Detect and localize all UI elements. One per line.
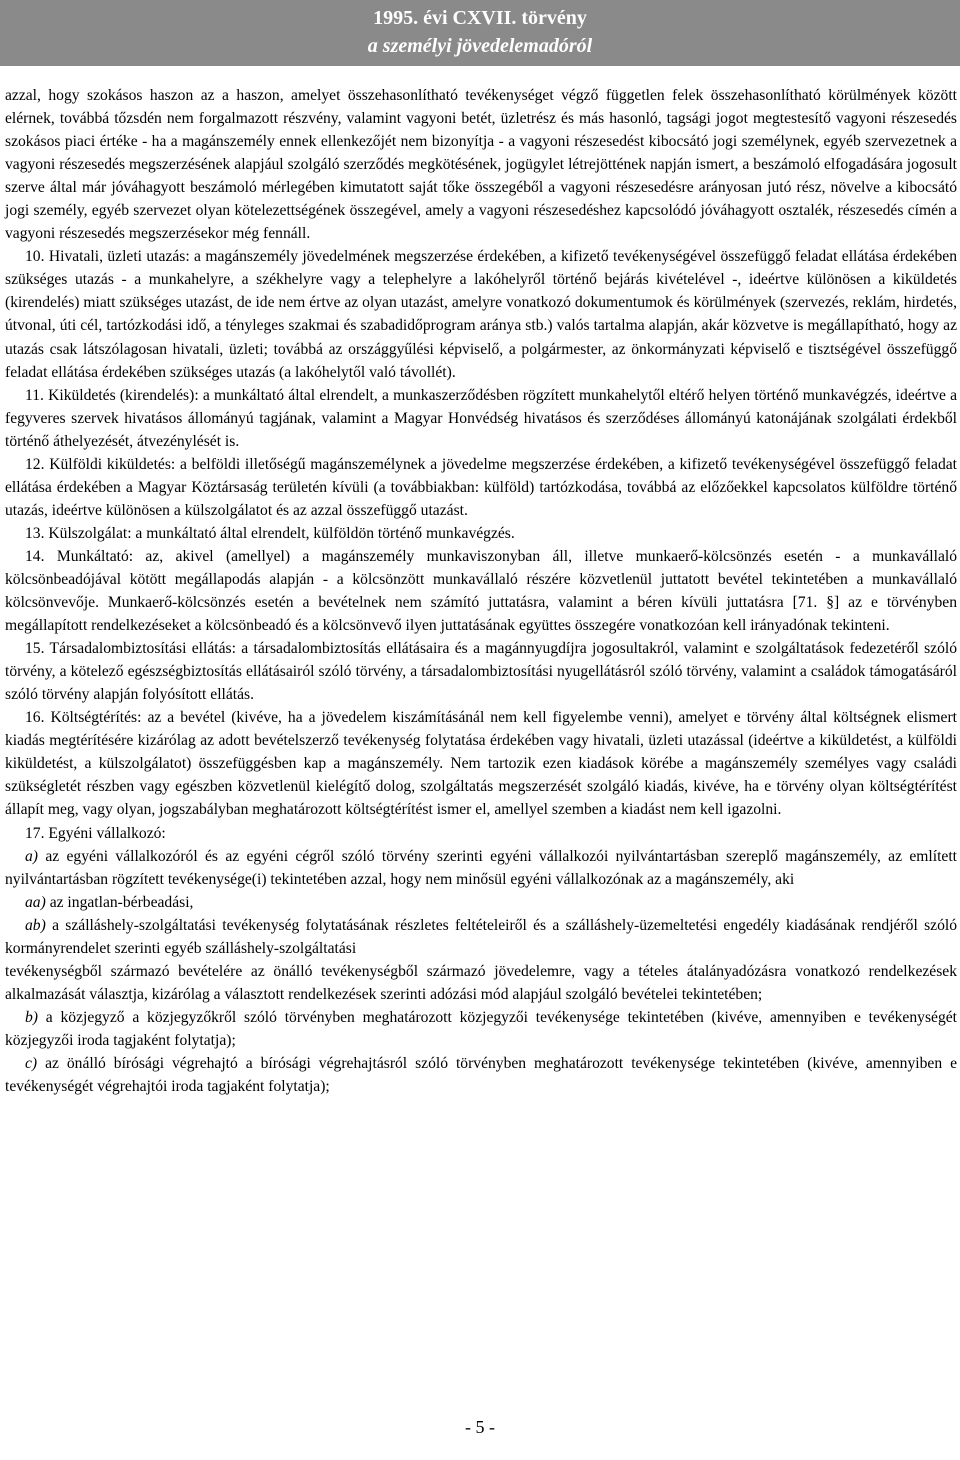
- item-label: b): [25, 1008, 38, 1026]
- paragraph-15: 15. Társadalombiztosítási ellátás: a társadalombiztosítás ellátásaira és a magánnyugdíjra jogosultakról, valamint e szolgáltatások fedezetéről szóló törvény, a kötelező egészségbiztosítás ellátásairól szóló törvény, a társadalombiztosítási nyugellátásról szóló törvény, valamint a családok támogatásáról szóló törvény alapján folyósított ellátás.: [5, 640, 957, 704]
- item-label: a): [25, 847, 38, 865]
- law-title: 1995. évi CXVII. törvény: [373, 7, 587, 29]
- law-subtitle: a személyi jövedelemadóról: [367, 35, 593, 57]
- paragraph-continuation: azzal, hogy szokásos haszon az a haszon, amelyet összehasonlítható tevékenységet végző független felek összehasonlítható körülmények között elérnek, továbbá tőzsdén nem forgalmazott részvény, valamint vagyoni betét, üzletrész és más hasonló, tagsági jogot megtestesítő vagyoni részesedés szokásos piaci értéke - ha a magánszemély ennek ellenkezőjét nem bizonyítja - a vagyoni részesedést kibocsátó jogi személynek, egyéb szervezetnek a vagyoni részesedés megszerzésének alapjául szolgáló szerződés megkötésének, jogügylet létrejöttének napján ismert, a beszámoló elfogadására jogosult szerve által már jóváhagyott beszámoló mérlegében kimutatott saját tőke összegéből a vagyoni részesedésre arányosan jutó rész, növelve a kibocsátó jogi személy, egyéb szervezet olyan kötelezettségének összegével, amely a vagyoni részesedéshez kapcsolódó jóváhagyott osztalék, részesedés címén a vagyoni részesedés megszerzésekor még fennáll.: [5, 87, 957, 243]
- document-body: [5, 84, 957, 1098]
- document-header: [0, 0, 960, 66]
- paragraph-17-b: b) a közjegyző a közjegyzőkről szóló törvényben meghatározott közjegyzői tevékenysége tekintetében (kivéve, amennyiben e tevékenységét közjegyzői iroda tagjaként folytatja);: [5, 1008, 957, 1049]
- paragraph-13: 13. Külszolgálat: a munkáltató által elrendelt, külföldön történő munkavégzés.: [25, 524, 515, 542]
- page-number: - 5 -: [465, 1417, 495, 1437]
- item-label: aa): [25, 893, 46, 911]
- paragraph-17-c: c) az önálló bírósági végrehajtó a bírósági végrehajtásról szóló törvényben meghatározott tevékenysége tekintetében (kivéve, amennyiben e tevékenységét végrehajtói iroda tagjaként folytatja);: [5, 1054, 957, 1096]
- paragraph-17-ab: ab) a szálláshely-szolgáltatási tevékenység folytatásának részletes feltételeiről és a szálláshely-üzemeltetési engedély kiadásának rendjéről szóló kormányrendelet szerinti egyéb szálláshely-szolgáltatási: [5, 916, 957, 957]
- paragraph-10: 10. Hivatali, üzleti utazás: a magánszemély jövedelmének megszerzése érdekében, a kifizető tevékenységével összefüggő feladat ellátása érdekében szükséges utazás - a munkahelyre, a székhelyre vagy a telephelyre a lakóhelyről történő bejárás kivételével -, ideértve különösen a kiküldetés (kirendelés) miatt szükséges utazást, de ide nem értve az olyan utazást, amelyre vonatkozó dokumentumok és körülmények (szervezés, reklám, hirdetés, útvonal, úti cél, tartózkodási idő, a tényleges szakmai és szabadidőprogram aránya stb.) valós tartalma alapján, akár közvetve is megállapítható, hogy az utazás csak látszólagosan hivatali, üzleti; továbbá az országgyűlési képviselő, a polgármester, az önkormányzati képviselő e tisztségével összefüggő feladat ellátása érdekében szükséges utazás (a lakóhelytől való távollét).: [5, 248, 957, 381]
- item-label: ab): [25, 916, 46, 934]
- paragraph-17: 17. Egyéni vállalkozó:: [25, 824, 166, 842]
- paragraph-14: 14. Munkáltató: az, akivel (amellyel) a magánszemély munkaviszonyban áll, illetve munkaerő-kölcsönzés esetén - a munkavállaló kölcsönbeadójával kötött megállapodás alapján - a kölcsönzött munkavállaló részére közvetlenül juttatott bevétel tekintetében a munkavállaló kölcsönvevője. Munkaerő-kölcsönzés esetén a bevételnek nem számító juttatásra, valamint a béren kívüli juttatásra [71. §] az e törvényben megállapított rendelkezéseket a kölcsönbeadó és a kölcsönvevő ilyen juttatásának együttes összegére vonatkozóan kell irányadónak tekinteni.: [5, 547, 957, 635]
- paragraph-11: 11. Kiküldetés (kirendelés): a munkáltató által elrendelt, a munkaszerződésben rögzített munkahelytől eltérő helyen történő munkavégzés, ideértve a fegyveres szervek hivatásos állományú tagjának, valamint a Magyar Honvédség hivatásos és szerződéses állományú katonájának szolgálati érdekből történő áthelyezését, átvezénylését is.: [5, 386, 957, 450]
- paragraph-17-aa: aa) az ingatlan-bérbeadási,: [25, 893, 194, 911]
- paragraph-17-ab-continuation: tevékenységből származó bevételére az önálló tevékenységből származó jövedelemre, vagy a tételes átalányadózásra vonatkozó rendelkezések alkalmazását választja, kizárólag a választott rendelkezések szerinti adózási mód alapjául szolgáló bevételei tekintetében;: [5, 962, 957, 1003]
- paragraph-17-a: a) az egyéni vállalkozóról és az egyéni cégről szóló törvény szerinti egyéni vállalkozói nyilvántartásban szereplő magánszemély, az említett nyilvántartásban rögzített tevékenysége(i) tekintetében azzal, hogy nem minősül egyéni vállalkozónak az a magánszemély, aki: [5, 847, 957, 888]
- paragraph-12: 12. Külföldi kiküldetés: a belföldi illetőségű magánszemélynek a jövedelme megszerzése érdekében, a kifizető tevékenységével összefüggő feladat ellátása érdekében a Magyar Köztársaság területén kívüli (a továbbiakban: külföld) tartózkodása, továbbá az előzőekkel kapcsolatos külföldre történő utazás, ideértve különösen a külszolgálatot és az azzal összefüggő utazást.: [5, 455, 957, 519]
- paragraph-16: 16. Költségtérítés: az a bevétel (kivéve, ha a jövedelem kiszámításánál nem kell figyelembe venni), amelyet e törvény által költségnek elismert kiadás megtérítésére kizárólag az adott bevételszerző tevékenység folytatása érdekében vagy hivatali, üzleti utazással (ideértve a kiküldetést, a külföldi kiküldetést, a külszolgálatot) összefüggésben kap a magánszemély. Nem tartozik ezen kiadások körébe a magánszemély személyes vagy családi szükségletét részben vagy egészben közvetlenül kielégítő dolog, szolgáltatás megszerzését szolgáló kiadás, kivéve, ha e törvény olyan költségtérítést állapít meg, vagy olyan, jogszabályban meghatározott költségtérítést ismer el, amellyel szemben a kiadást nem kell igazolni.: [5, 709, 957, 819]
- item-label: c): [25, 1054, 38, 1072]
